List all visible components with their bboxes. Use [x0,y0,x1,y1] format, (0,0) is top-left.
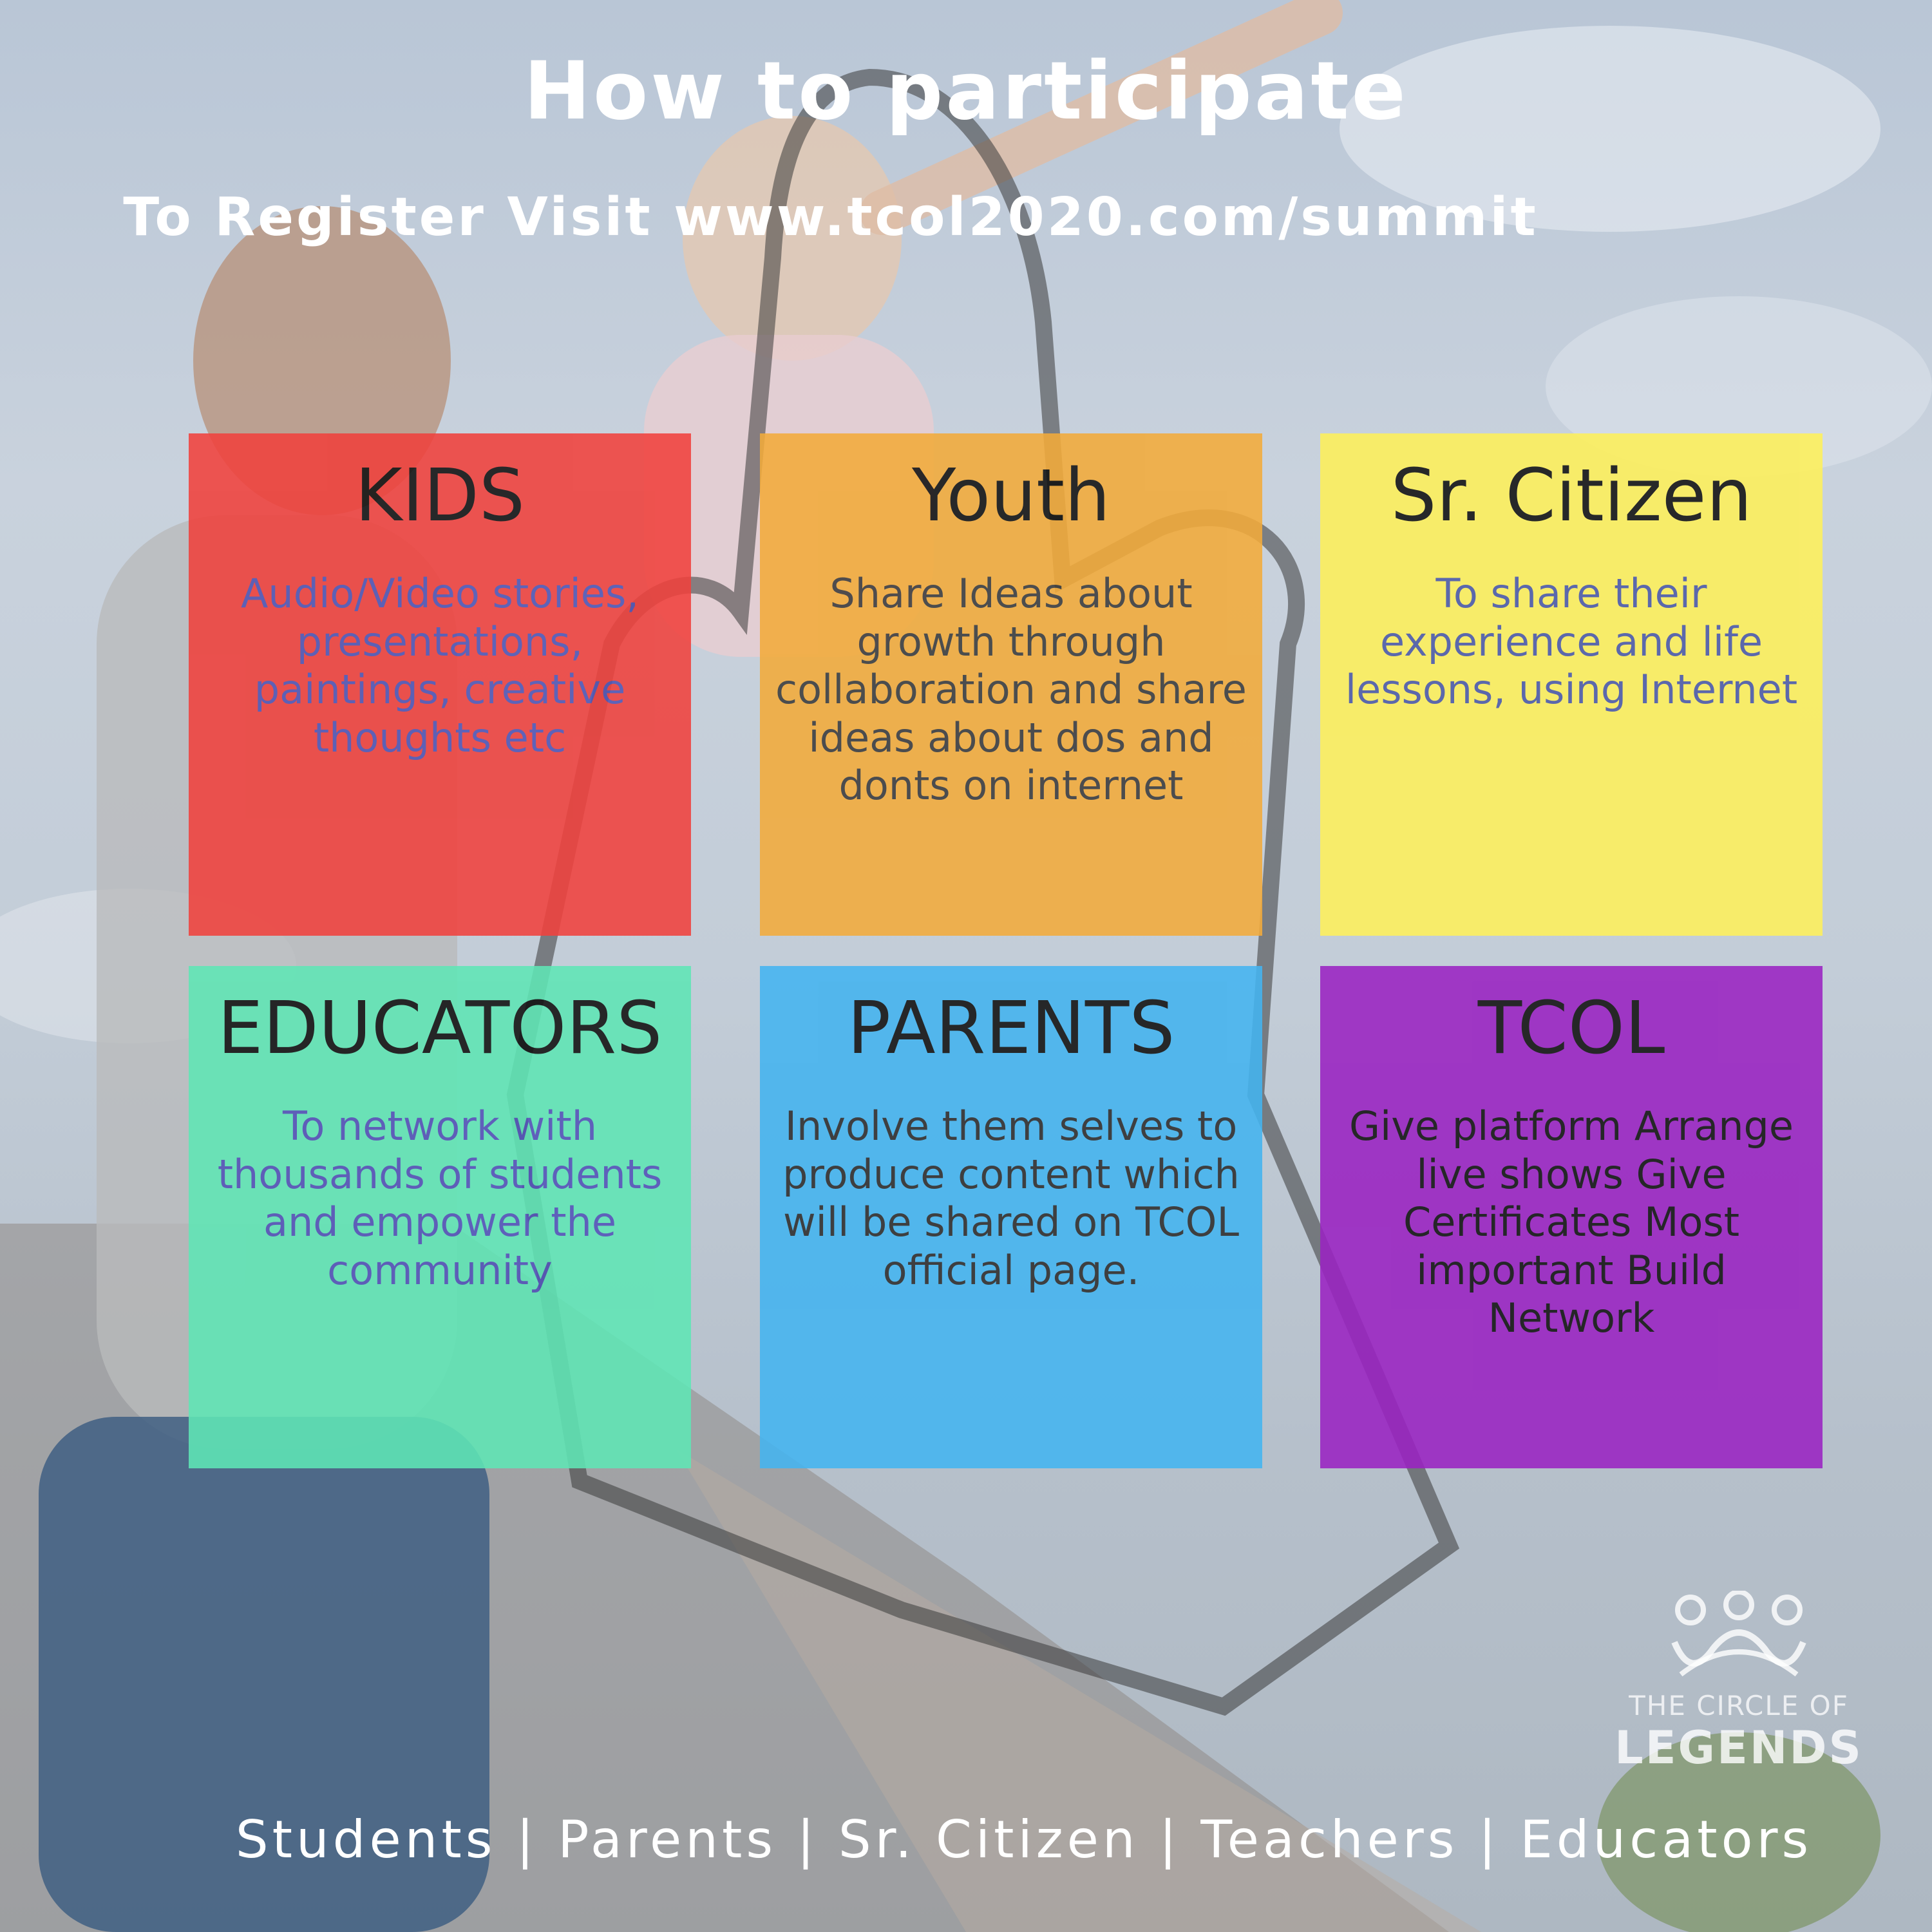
card-educators [189,966,691,1468]
card-body: Involve them selves to produce content which will be shared on TCOL official page. [782,1103,1240,1294]
logo-wordmark: LEGENDS [1615,1721,1863,1774]
card-sr-citizen [1320,433,1823,936]
logo-tagline: THE CIRCLE OF [1629,1690,1849,1721]
card-body: To network with thousands of students and empower the community [217,1103,663,1294]
card-title: PARENTS [847,987,1175,1070]
card-title: TCOL [1477,987,1665,1070]
card-parents [760,966,1262,1468]
card-tcol [1320,966,1823,1468]
card-body: Audio/Video stories, presentations, paintings, creative thoughts etc [241,570,639,761]
card-title: Youth [912,454,1110,538]
card-kids [189,433,691,936]
card-title: EDUCATORS [217,987,663,1070]
people-icon [1662,1591,1816,1687]
card-body: To share their experience and life lessons, using Internet [1345,570,1798,714]
card-youth [760,433,1262,936]
tcol-logo [1610,1591,1868,1774]
card-title: Sr. Citizen [1390,454,1752,538]
card-title: KIDS [355,454,525,538]
card-body: Share Ideas about growth through collaboration and share ideas about dos and donts on internet [775,570,1247,809]
registration-link-text: To Register Visit www.tcol2020.com/summit [123,187,1539,248]
card-body: Give platform Arrange live shows Give Certificates Most important Build Network [1349,1103,1794,1341]
audience-footer: Students | Parents | Sr. Citizen | Teachers | Educators [235,1810,1813,1870]
page-title: How to participate [524,45,1408,138]
